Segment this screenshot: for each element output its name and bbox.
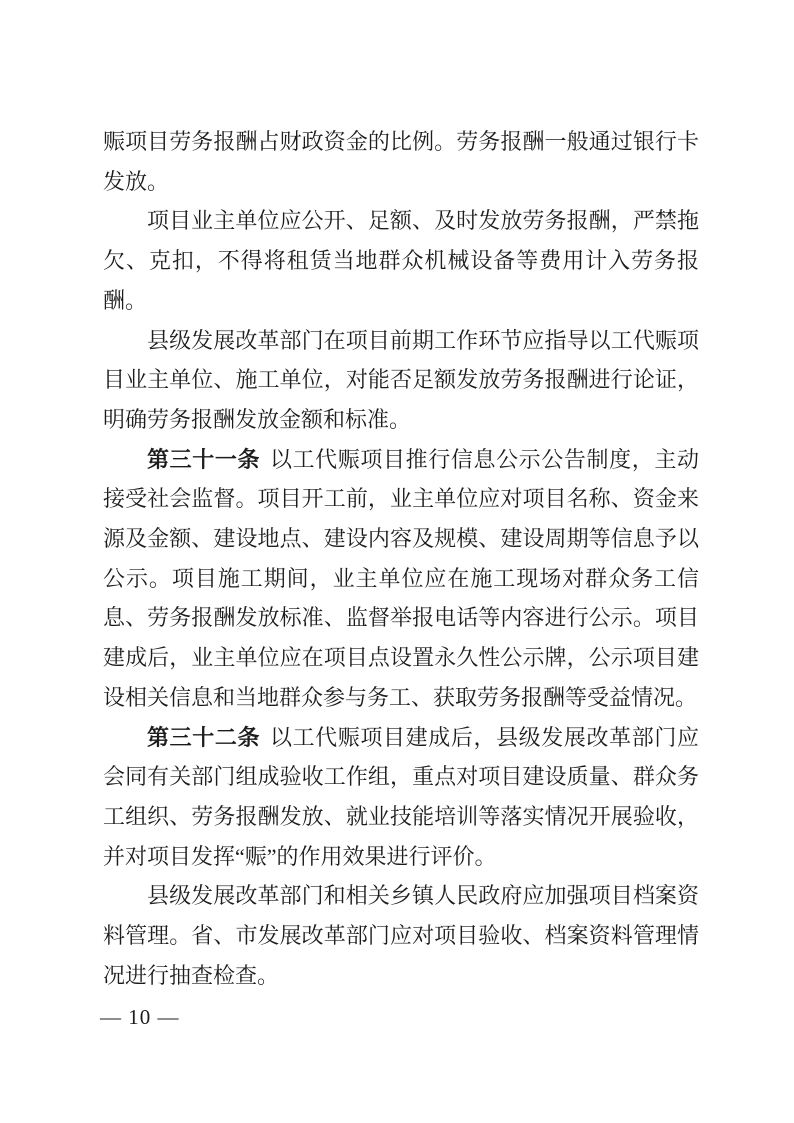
paragraph-archive-management: 县级发展改革部门和相关乡镇人民政府应加强项目档案资料管理。省、市发展改革部门应对项目验收、档案资料管理情况进行抽查检查。 bbox=[103, 883, 699, 988]
paragraph-continuation: 赈项目劳务报酬占财政资金的比例。劳务报酬一般通过银行卡发放。 bbox=[103, 129, 699, 194]
paragraph-county-guidance: 县级发展改革部门在项目前期工作环节应指导以工代赈项目业主单位、施工单位，对能否足额发放劳务报酬进行论证，明确劳务报酬发放金额和标准。 bbox=[103, 327, 699, 432]
article-31-text: 以工代赈项目推行信息公示公告制度，主动接受社会监督。项目开工前，业主单位应对项目名称、资金来源及金额、建设地点、建设内容及规模、建设周期等信息予以公示。项目施工期间，业主单位应在施工现场对群众务工信息、劳务报酬发放标准、监督举报电话等内容进行公示。项目建成后，业主单位应在项目点设置永久性公示牌，公示项目建设相关信息和当地群众参与务工、获取劳务报酬等受益情况。 bbox=[103, 446, 699, 710]
article-31-heading: 第三十一条 bbox=[147, 446, 261, 472]
paragraph-article-32 bbox=[103, 718, 699, 877]
paragraph-labor-payment: 项目业主单位应公开、足额、及时发放劳务报酬，严禁拖欠、克扣，不得将租赁当地群众机械设备等费用计入劳务报酬。 bbox=[103, 208, 699, 313]
article-32-heading: 第三十二条 bbox=[147, 724, 261, 750]
article-32-text: 以工代赈项目建成后，县级发展改革部门应会同有关部门组成验收工作组，重点对项目建设质量、群众务工组织、劳务报酬发放、就业技能培训等落实情况开展验收，并对项目发挥“赈”的作用效果进行评价。 bbox=[103, 724, 699, 869]
document-body bbox=[103, 122, 699, 995]
page-number: — 10 — bbox=[100, 1005, 180, 1029]
paragraph-article-31 bbox=[103, 440, 699, 718]
